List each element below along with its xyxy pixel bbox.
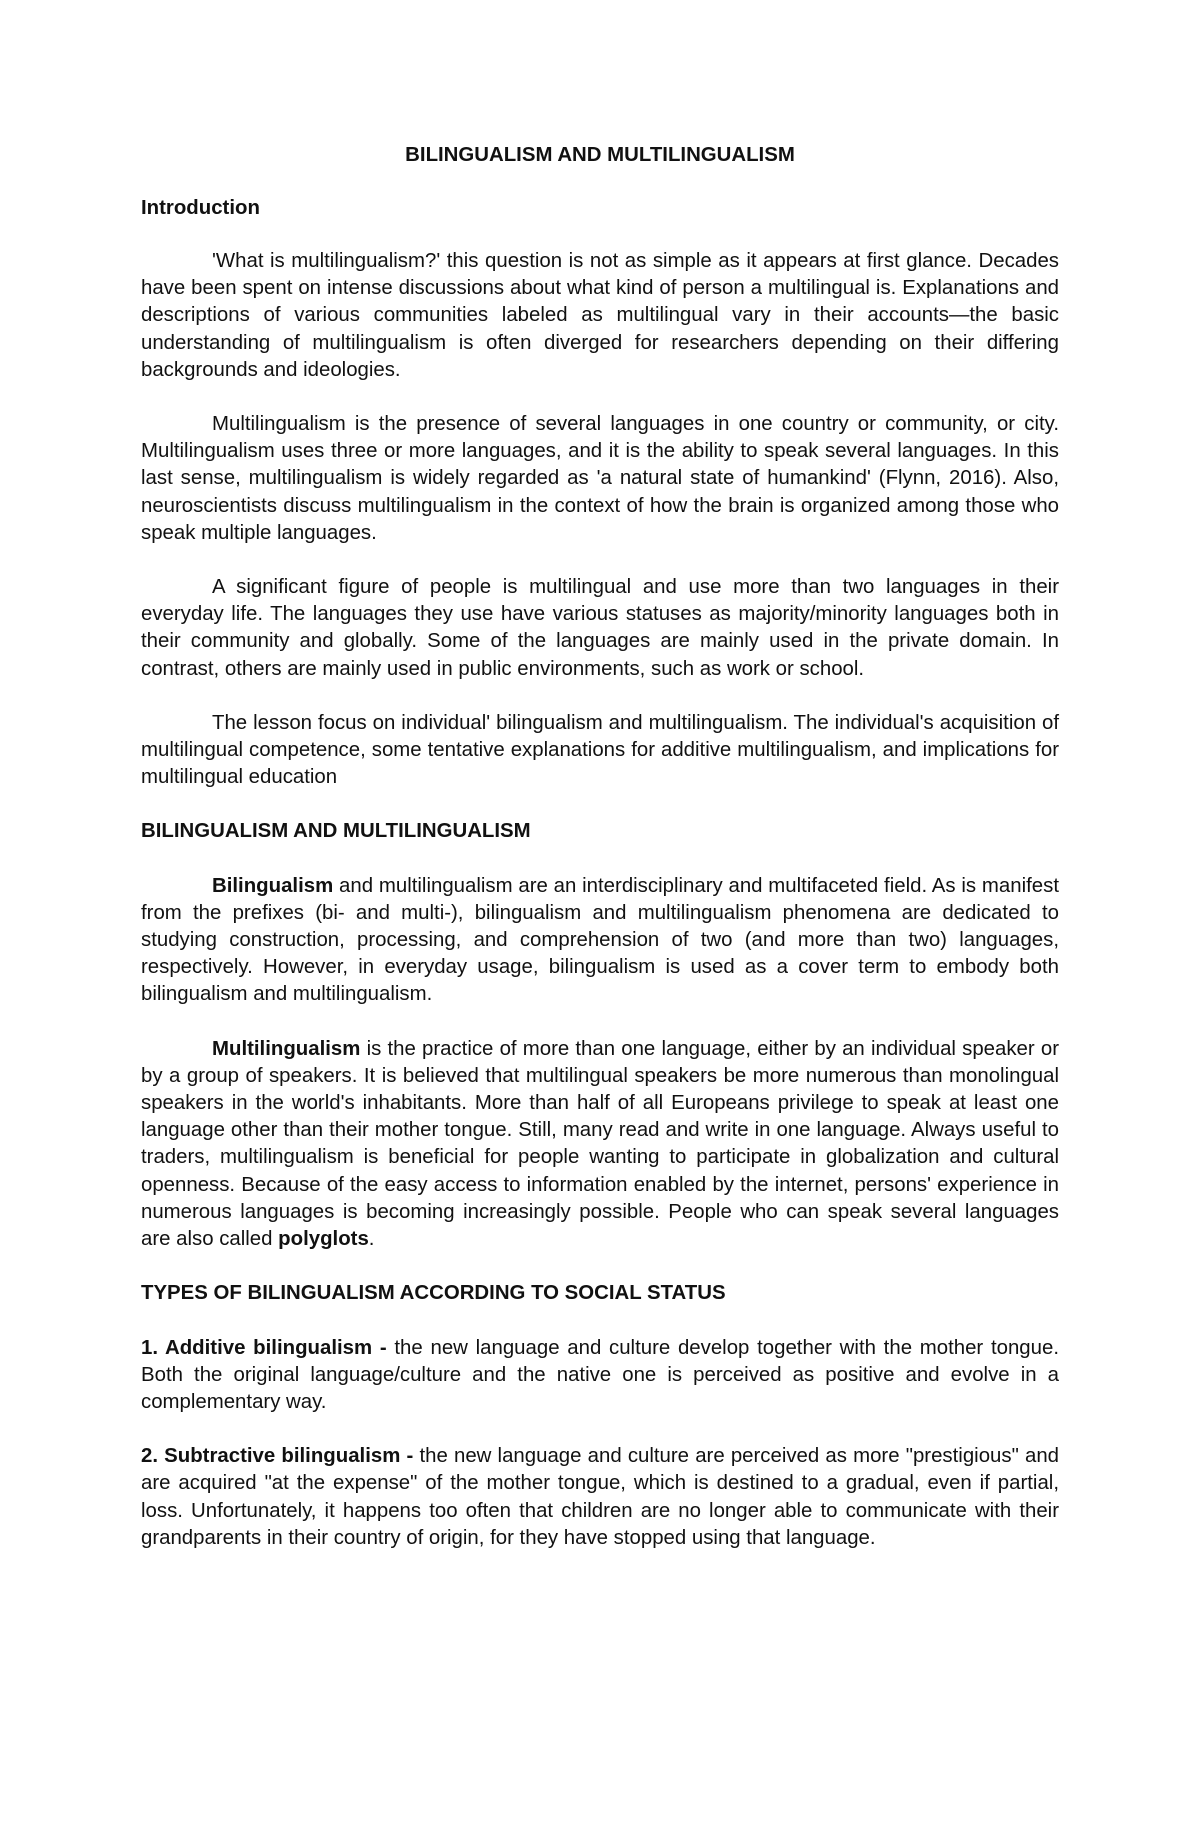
polyglots-period: .	[368, 1228, 375, 1251]
multilingualism-paragraph	[141, 1036, 1059, 1254]
type-item-subtractive	[141, 1443, 1059, 1552]
polyglots-term: polyglots	[278, 1228, 369, 1251]
bilingualism-paragraph	[141, 873, 1059, 1009]
type-term-additive: 1. Additive bilingualism -	[141, 1336, 387, 1359]
intro-paragraph-2: Multilingualism is the presence of several languages in one country or community, or city. Multilingualism uses three or more languages, and it is the ability to speak several languages. In this last sense, multilingualism is widely regarded as 'a natural state of humankind' (Flynn, 2016). Also, neuroscientists discuss multilingualism in the context of how the brain is organized among those who speak multiple languages.	[141, 413, 1059, 544]
document-title: BILINGUALISM AND MULTILINGUALISM	[405, 144, 795, 166]
intro-paragraph-4: The lesson focus on individual' bilingualism and multilingualism. The individual's acquisition of multilingual competence, some tentative explanations for additive multilingualism, and implications for multilingual education	[141, 711, 1059, 789]
intro-paragraph-1: 'What is multilingualism?' this question is not as simple as it appears at first glance. Decades have been spent on intense discussions about what kind of person a multilingual is. Explanations and descriptions of various communities labeled as multilingual vary in their accounts—the basic understanding of multilingualism is often diverged for researchers depending on their differing backgrounds and ideologies.	[141, 250, 1059, 381]
section-heading-types: TYPES OF BILINGUALISM ACCORDING TO SOCIAL STATUS	[141, 1282, 726, 1305]
document-page	[141, 0, 1059, 1552]
type-text-subtractive: the new language and culture are perceived as more "prestigious" and are acquired "at the expense" of the mother tongue, which is destined to a gradual, even if partial, loss. Unfortunately, it happens too often that children are no longer able to communicate with their grandparents in their country of origin, for they have stopped using that language.	[141, 1445, 1059, 1549]
bilingualism-definition: and multilingualism are an interdisciplinary and multifaceted field. As is manifest from the prefixes (bi- and multi-), bilingualism and multilingualism phenomena are dedicated to studying construction, processing, and comprehension of two (and more than two) languages, respectively. However, in everyday usage, bilingualism is used as a cover term to embody both bilingualism and multilingualism.	[141, 874, 1059, 1006]
bilingualism-term: Bilingualism	[212, 874, 334, 897]
multilingualism-definition: is the practice of more than one language, either by an individual speaker or by a group of speakers. It is believed that multilingual speakers be more numerous than monolingual speakers in the world's inhabitants. More than half of all Europeans privilege to speak at least one language other than their mother tongue. Still, many read and write in one language. Always useful to traders, multilingualism is beneficial for people wanting to participate in globalization and cultural openness. Because of the easy access to information enabled by the internet, persons' experience in numerous languages is becoming increasingly possible. People who can speak several languages are also called	[141, 1037, 1059, 1251]
type-term-subtractive: 2. Subtractive bilingualism -	[141, 1445, 414, 1468]
section-heading-bilingualism: BILINGUALISM AND MULTILINGUALISM	[141, 820, 531, 843]
intro-paragraph-3: A significant figure of people is multilingual and use more than two languages in their everyday life. The languages they use have various statuses as majority/minority languages both in their community and globally. Some of the languages are mainly used in the private domain. In contrast, others are mainly used in public environments, such as work or school.	[141, 576, 1059, 680]
type-text-additive: the new language and culture develop together with the mother tongue. Both the original language/culture and the native one is perceived as positive and evolve in a complementary way.	[141, 1336, 1059, 1413]
intro-heading: Introduction	[141, 197, 260, 219]
type-item-additive	[141, 1335, 1059, 1417]
multilingualism-term: Multilingualism	[212, 1037, 361, 1060]
